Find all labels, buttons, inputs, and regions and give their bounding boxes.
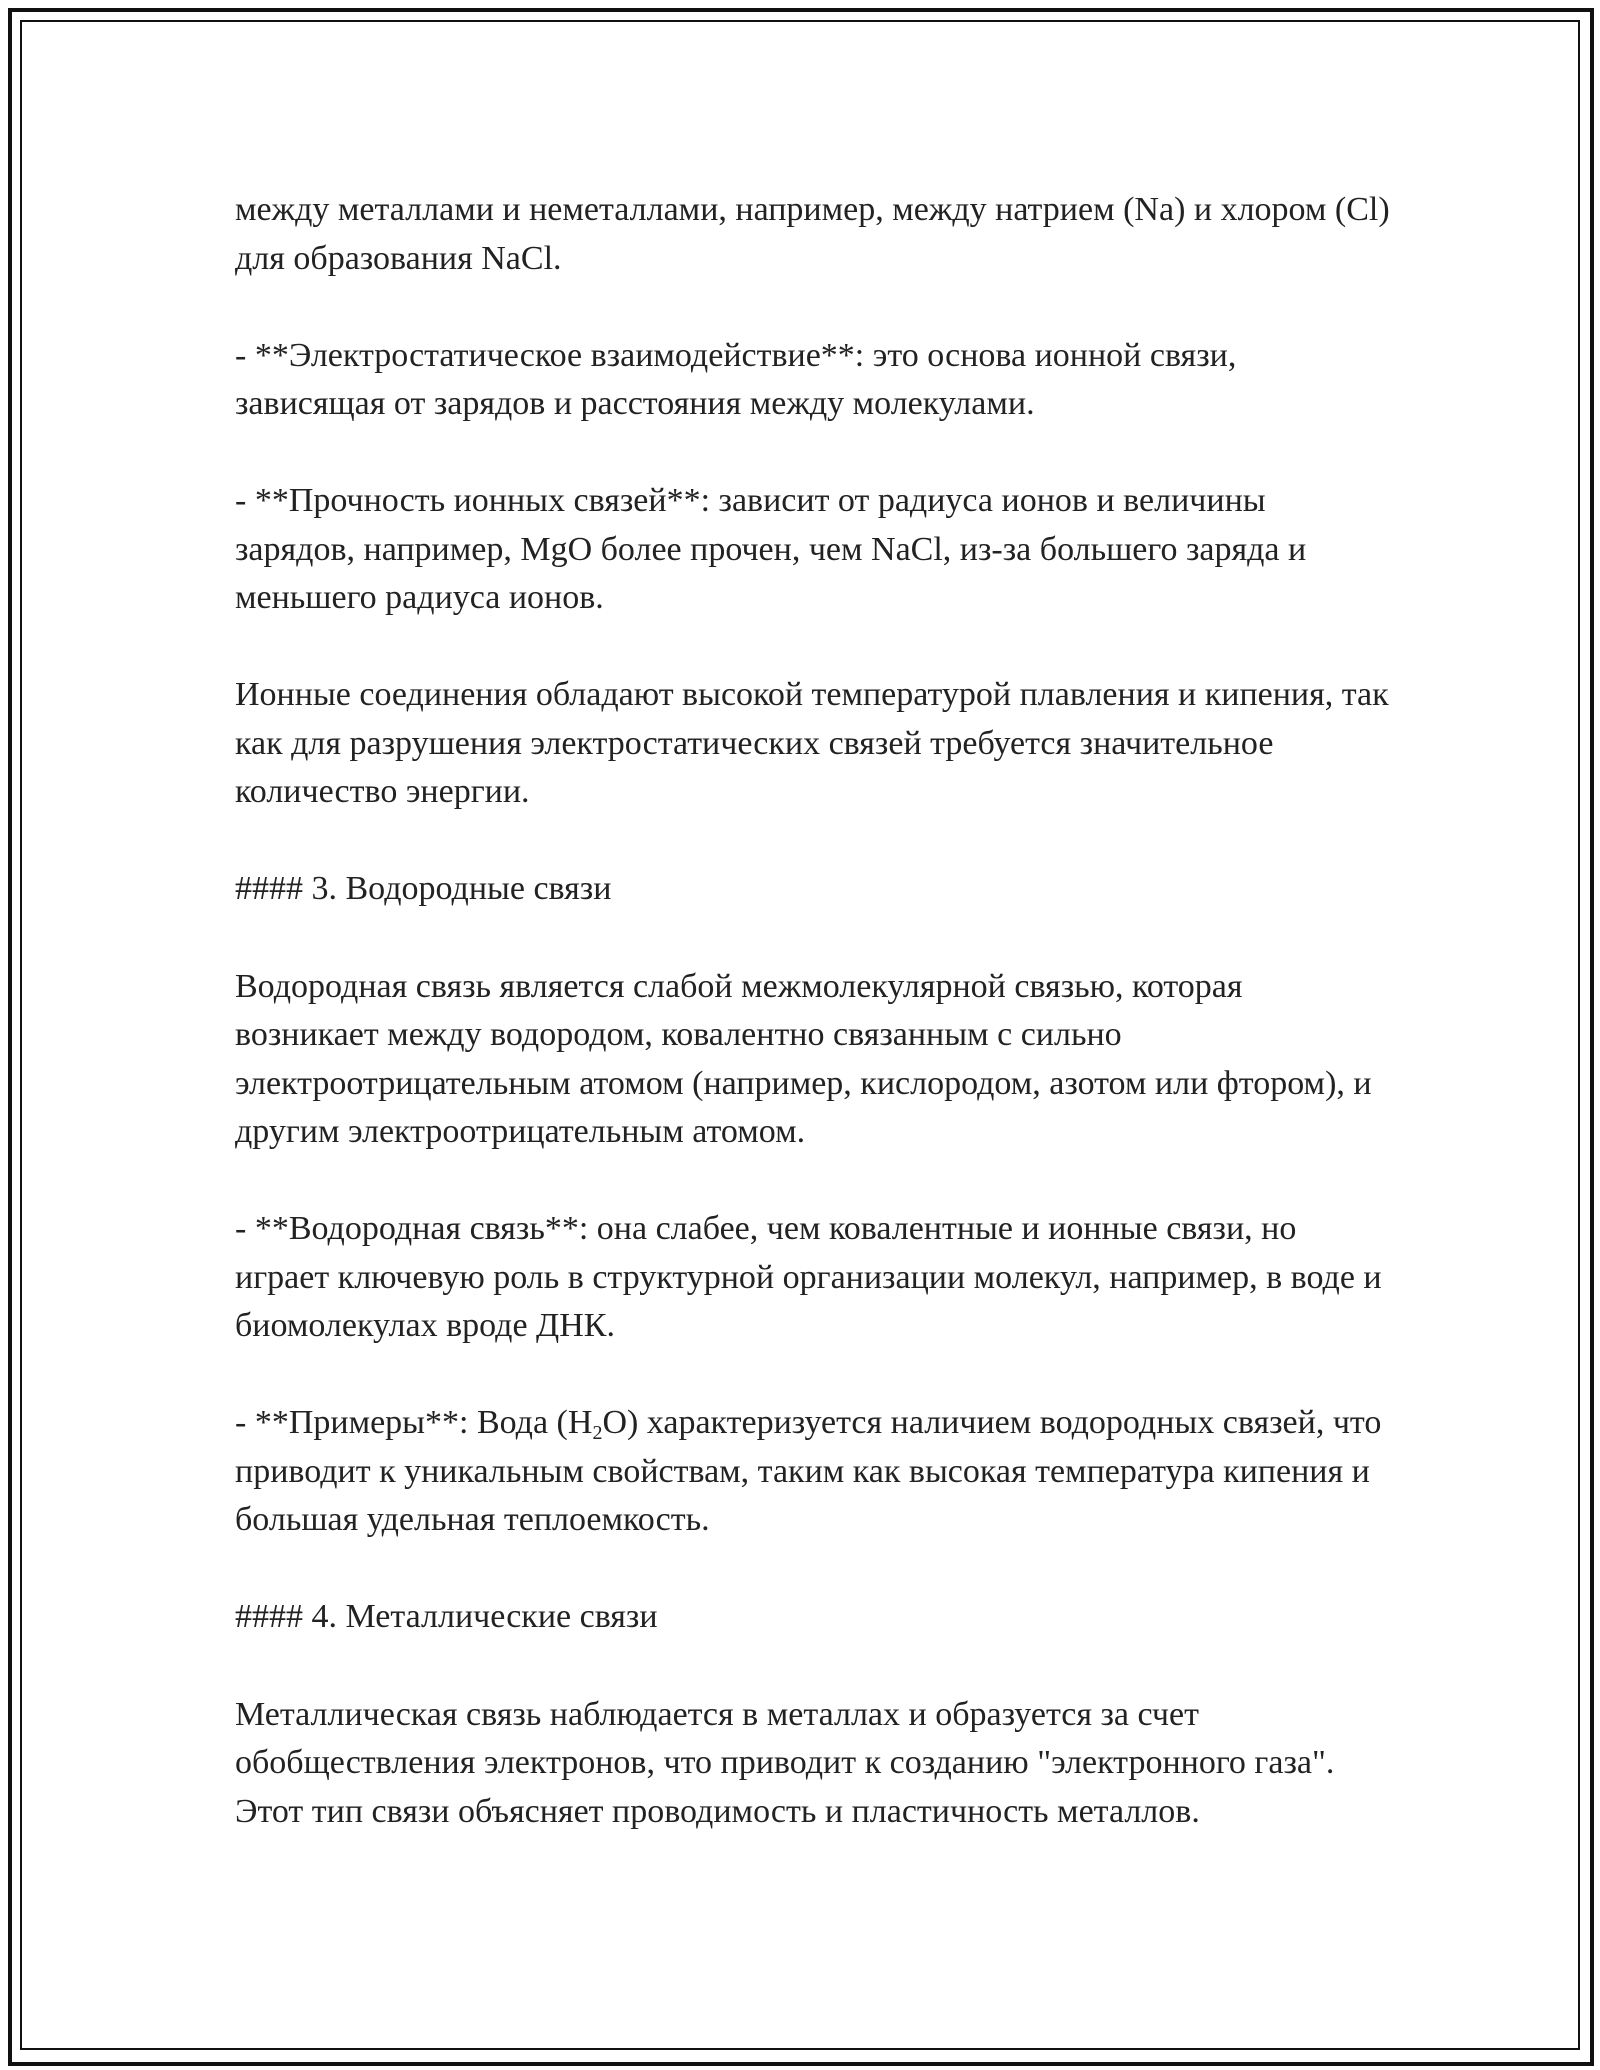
paragraph-electrostatic-interaction: - **Электростатическое взаимодействие**: это основа ионной связи, зависящая от зарядов и расстояния между молекулами. (235, 336, 1237, 422)
water-subscript-two: 2 (592, 1422, 603, 1444)
section-heading-metallic-bonds: #### 4. Металлические связи (235, 1598, 658, 1635)
section-heading-hydrogen-bonds: #### 3. Водородные связи (235, 870, 612, 907)
paragraph-metallic-bond-definition: Металлическая связь наблюдается в металлах и образуется за счет обобществления электронов, что приводит к созданию "электронного газа". Этот тип связи объясняет проводимость и пластичность металлов. (235, 1695, 1335, 1830)
paragraph-hydrogen-bond-examples (235, 1399, 1390, 1545)
paragraph-ionic-compounds-properties: Ионные соединения обладают высокой температурой плавления и кипения, так как для разрушения электростатических связей требуется значительное количество энергии. (235, 676, 1389, 810)
paragraph-ionic-bond-strength: - **Прочность ионных связей**: зависит от радиуса ионов и величины зарядов, например, MgO более прочен, чем NaCl, из-за большего заряда и меньшего радиуса ионов. (235, 482, 1307, 616)
paragraph-hydrogen-bond-definition: Водородная связь является слабой межмолекулярной связью, которая возникает между водородом, ковалентно связанным с сильно электроотрицательным атомом (например, кислородом, азотом или фтором), и другим электроотрицательным атомом. (235, 967, 1372, 1150)
paragraph-hydrogen-bond-role: - **Водородная связь**: она слабее, чем ковалентные и ионные связи, но играет ключевую роль в структурной организации молекул, например, в воде и биомолекулах вроде ДНК. (235, 1210, 1382, 1344)
water-example-before: - **Примеры**: Вода (H (235, 1404, 593, 1441)
paragraph-ionic-bond-intro: между металлами и неметаллами, например, между натрием (Na) и хлором (Cl) для образования NaCl. (235, 191, 1390, 277)
water-example-after: O) характеризуется наличием водородных связей, что приводит к уникальным свойствам, таким как высокая температура кипения и большая удельная теплоемкость. (235, 1404, 1382, 1538)
document-body (235, 186, 1390, 1885)
